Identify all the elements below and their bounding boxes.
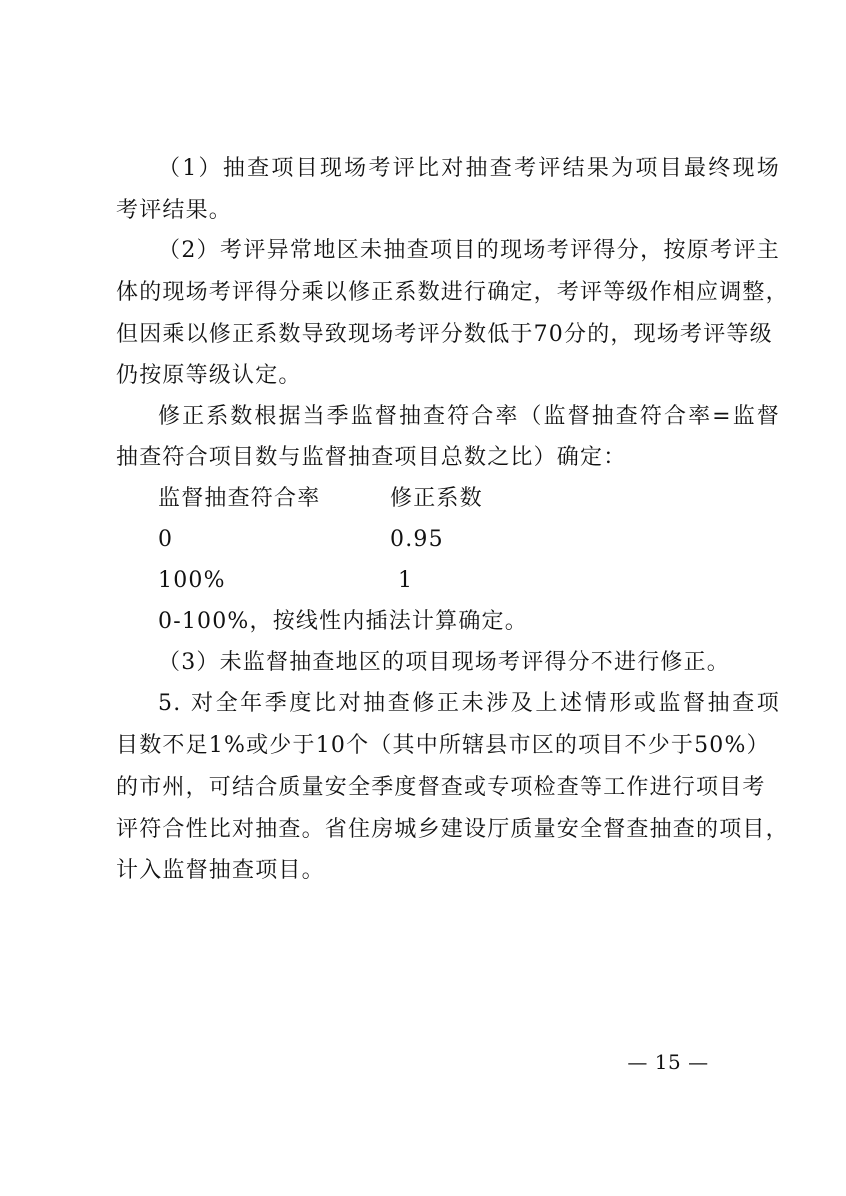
- paragraph-4-line-1: （3）未监督抽查地区的项目现场考评得分不进行修正。: [158, 650, 730, 675]
- paragraph-1-line-1: （1）抽查项目现场考评比对抽查考评结果为项目最终现场: [158, 156, 780, 181]
- paragraph-3-line-1: 修正系数根据当季监督抽查符合率（监督抽查符合率=监督: [158, 404, 780, 429]
- paragraph-5-line-5: 计入监督抽查项目。: [116, 858, 325, 883]
- table-row-1-coefficient: 0.95: [390, 527, 444, 552]
- table-row-2-coefficient: 1: [398, 568, 414, 593]
- paragraph-2-line-3: 但因乘以修正系数导致现场考评分数低于70分的，现场考评等级: [116, 322, 773, 347]
- table-row-1-rate: 0: [158, 527, 174, 552]
- table-header-rate: 监督抽查符合率: [158, 486, 321, 511]
- paragraph-2-line-2: 体的现场考评得分乘以修正系数进行确定，考评等级作相应调整，: [116, 280, 789, 305]
- paragraph-1-line-2: 考评结果。: [116, 198, 233, 223]
- page-number: — 15 —: [627, 1050, 709, 1074]
- table-header-coefficient: 修正系数: [390, 486, 483, 511]
- paragraph-3-line-2: 抽查符合项目数与监督抽查项目总数之比）确定：: [116, 445, 627, 470]
- paragraph-5-line-4: 评符合性比对抽查。省住房城乡建设厅质量安全督查抽查的项目，: [116, 817, 789, 842]
- interpolation-note: 0-100%，按线性内插法计算确定。: [158, 609, 528, 634]
- table-row-2-rate: 100%: [158, 568, 226, 593]
- paragraph-2-line-4: 仍按原等级认定。: [116, 363, 302, 388]
- paragraph-5-line-3: 的市州，可结合质量安全季度督查或专项检查等工作进行项目考: [116, 775, 766, 800]
- paragraph-2-line-1: （2）考评异常地区未抽查项目的现场考评得分，按原考评主: [158, 238, 780, 263]
- paragraph-5-line-1: 5. 对全年季度比对抽查修正未涉及上述情形或监督抽查项: [158, 691, 780, 716]
- paragraph-5-line-2: 目数不足1%或少于10个（其中所辖县市区的项目不少于50%）: [116, 733, 770, 758]
